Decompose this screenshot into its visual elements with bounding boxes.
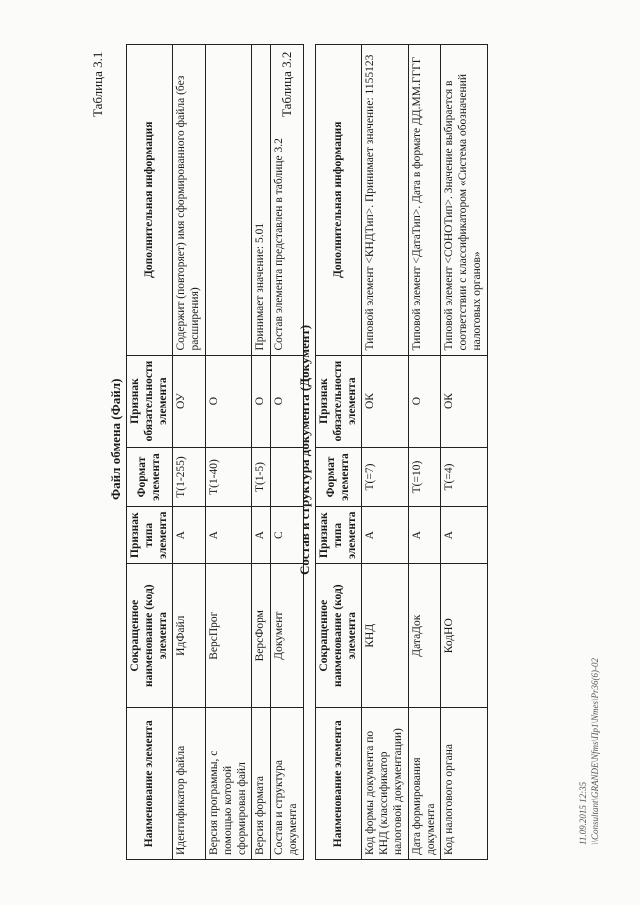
table2-header: Сокращенное наименование (код) элемента [316, 563, 362, 708]
table-cell: Состав элемента представлен в таблице 3.2 [271, 45, 304, 356]
table-cell: Код формы документа по КНД (классификатор налоговой документации) [362, 708, 408, 860]
table2-caption: Таблица 3.2 [279, 51, 294, 117]
table-cell: КодНО [441, 563, 487, 708]
table1-header: Формат элемента [127, 447, 173, 507]
table-cell: О [252, 355, 271, 447]
table-cell: T(=4) [441, 447, 487, 507]
table-cell: T(=10) [408, 447, 441, 507]
table-cell: Состав и структура документа [271, 708, 304, 860]
table-cell: Дата формирования документа [408, 708, 441, 860]
print-timestamp: 11.09.2015 12:35 [578, 781, 588, 845]
table-cell: ИдФайл [173, 563, 206, 708]
print-path: \\Consultant\GRANDE\Nfms\Пр1\Nmes\Pr36(6)-02 [590, 657, 600, 845]
table-cell: ОУ [173, 355, 206, 447]
table-cell: КНД [362, 563, 408, 708]
table-row [205, 45, 251, 860]
table2 [315, 44, 488, 860]
table1-title: Файл обмена (Файл) [108, 378, 123, 500]
table-row [362, 45, 408, 860]
table1-header: Признак обязательности элемента [127, 355, 173, 447]
table-row [252, 45, 271, 860]
table-cell: Версия формата [252, 708, 271, 860]
table2-header: Формат элемента [316, 447, 362, 507]
table-cell: С [271, 507, 304, 563]
table-cell: А [408, 507, 441, 563]
table-cell: Типовой элемент <СОНОТип>. Значение выбирается в соответствии с классификатором «Система обозначений налоговых органов» [441, 45, 487, 356]
table-cell: ОК [441, 355, 487, 447]
table1-header: Наименование элемента [127, 708, 173, 860]
table2-header: Наименование элемента [316, 708, 362, 860]
table2-header-row [316, 45, 362, 860]
table1-caption: Таблица 3.1 [90, 51, 105, 117]
table-cell: О [408, 355, 441, 447]
table2-title: Состав и структура документа (Документ) [297, 324, 312, 575]
table2-header: Признак типа элемента [316, 507, 362, 563]
table-cell: А [173, 507, 206, 563]
table1-header: Дополнительная информация [127, 45, 173, 356]
table-cell: ВерсПрог [205, 563, 251, 708]
table-cell: T(1-5) [252, 447, 271, 507]
table-cell: ОК [362, 355, 408, 447]
table-cell: Типовой элемент <КНДТип>. Принимает значение: 1155123 [362, 45, 408, 356]
table-cell: Типовой элемент <ДатаТип>. Дата в формате ДД.ММ.ГГГГ [408, 45, 441, 356]
table-cell: Принимает значение: 5.01 [252, 45, 271, 356]
table-cell: О [205, 355, 251, 447]
table-cell [205, 45, 251, 356]
table-row [408, 45, 441, 860]
table-cell: А [362, 507, 408, 563]
table-cell: T(=7) [362, 447, 408, 507]
table2-header: Дополнительная информация [316, 45, 362, 356]
table1-header: Сокращенное наименование (код) элемента [127, 563, 173, 708]
table-cell: А [441, 507, 487, 563]
table1-header: Признак типа элемента [127, 507, 173, 563]
table-row [173, 45, 206, 860]
table-cell: Код налогового органа [441, 708, 487, 860]
table-cell: Версия программы, с помощью которой сформирован файл [205, 708, 251, 860]
table-cell: Содержит (повторяет) имя сформированного файла (без расширения) [173, 45, 206, 356]
table2-header: Признак обязательности элемента [316, 355, 362, 447]
table1 [126, 44, 304, 860]
table-cell: T(1-255) [173, 447, 206, 507]
table-cell: Документ [271, 563, 304, 708]
table-row [441, 45, 487, 860]
table-cell: А [252, 507, 271, 563]
table1-header-row [127, 45, 173, 860]
table-cell: О [271, 355, 304, 447]
table-cell: ВерсФорм [252, 563, 271, 708]
table-cell: T(1-40) [205, 447, 251, 507]
table-cell: Идентификатор файла [173, 708, 206, 860]
table-cell: А [205, 507, 251, 563]
table-cell: ДатаДок [408, 563, 441, 708]
